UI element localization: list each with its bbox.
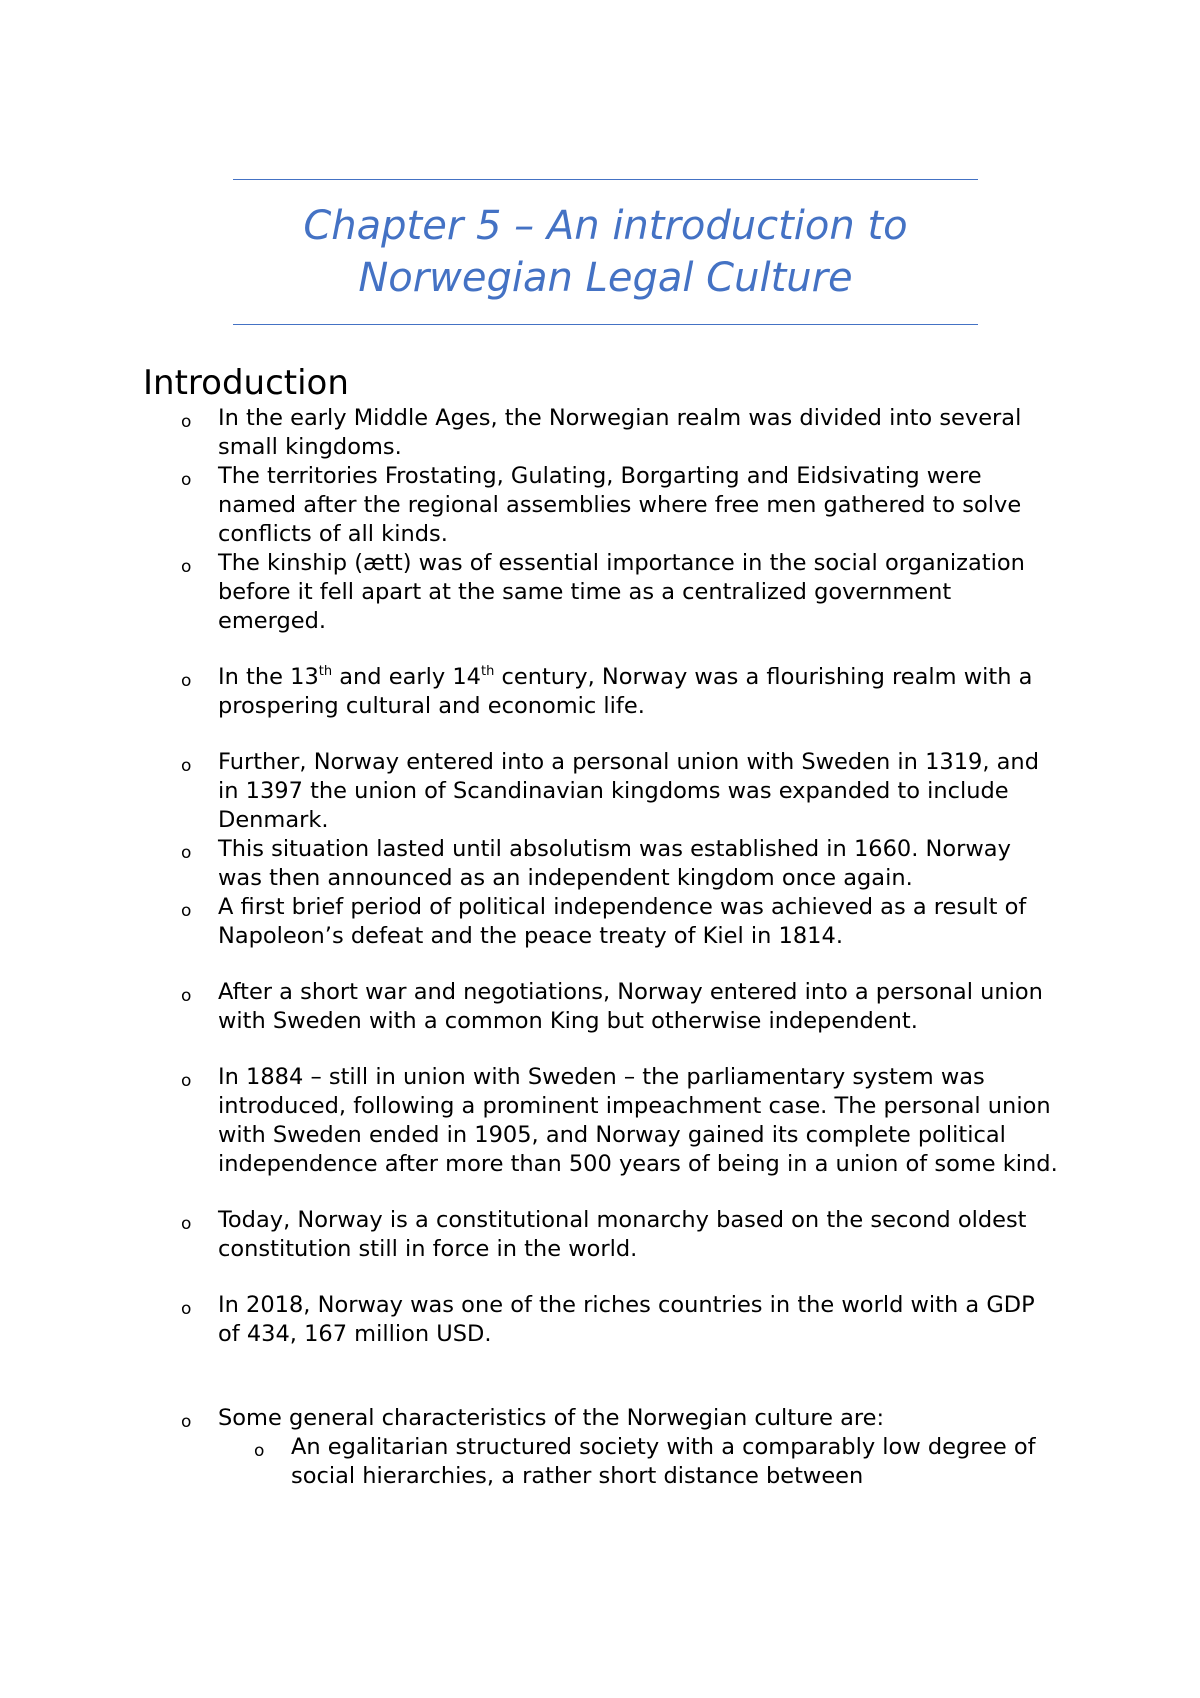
- bullet-marker: o: [181, 843, 192, 863]
- list-item-text: A first brief period of political independence was achieved as a result of Napoleon’s defeat and the peace treaty of Kiel in 1814.: [218, 894, 1027, 949]
- bullet-marker: o: [181, 986, 192, 1006]
- list-item-text: The territories Frostating, Gulating, Borgarting and Eidsivating were named after the regional assemblies where free men gathered to solve conflicts of all kinds.: [218, 463, 1022, 547]
- list-item: [0, 462, 1200, 549]
- bullet-list: [0, 404, 1200, 1491]
- bullet-marker: o: [181, 470, 192, 490]
- bullet-marker: o: [181, 1299, 192, 1319]
- list-item-text: Today, Norway is a constitutional monarchy based on the second oldest constitution still in force in the world.: [218, 1207, 1027, 1262]
- list-item: [0, 1063, 1200, 1179]
- section-heading: Introduction: [143, 363, 349, 403]
- chapter-title-line-2: Norwegian Legal Culture: [358, 255, 853, 301]
- chapter-title: [233, 200, 978, 304]
- title-bottom-rule: [233, 324, 978, 325]
- list-item: [0, 663, 1200, 721]
- text-part: and early 14: [332, 664, 481, 690]
- list-item-text: The kinship (ætt) was of essential importance in the social organization before it fell apart at the same time as a centralized government emerged.: [218, 550, 1025, 634]
- sub-list-item: [0, 1433, 1200, 1491]
- bullet-marker: o: [181, 1071, 192, 1091]
- list-item: [0, 748, 1200, 835]
- list-item: [0, 1291, 1200, 1349]
- bullet-marker: o: [181, 756, 192, 776]
- ordinal-superscript: th: [318, 664, 333, 679]
- bullet-marker: o: [181, 412, 192, 432]
- list-item: [0, 1404, 1200, 1433]
- list-item-text: In the early Middle Ages, the Norwegian realm was divided into several small kingdoms.: [218, 405, 1022, 460]
- sub-list-item-text: An egalitarian structured society with a comparably low degree of social hierarchies, a rather short distance between: [291, 1434, 1036, 1489]
- list-item-text: In 2018, Norway was one of the riches countries in the world with a GDP of 434, 167 million USD.: [218, 1292, 1035, 1347]
- bullet-marker: o: [181, 901, 192, 921]
- list-item-text: Some general characteristics of the Norwegian culture are:: [218, 1405, 885, 1431]
- list-item-text: After a short war and negotiations, Norway entered into a personal union with Sweden with a common King but otherwise independent.: [218, 979, 1043, 1034]
- list-item-text: Further, Norway entered into a personal union with Sweden in 1319, and in 1397 the union of Scandinavian kingdoms was expanded to include Denmark.: [218, 749, 1039, 833]
- list-item: [0, 893, 1200, 951]
- list-item-text: This situation lasted until absolutism was established in 1660. Norway was then announced as an independent kingdom once again.: [218, 836, 1011, 891]
- bullet-marker: o: [254, 1441, 265, 1461]
- title-top-rule: [233, 179, 978, 180]
- list-item: [0, 835, 1200, 893]
- text-part: century, Norway was a flourishing realm with a prospering cultural and economic life.: [218, 664, 1033, 719]
- bullet-marker: o: [181, 1412, 192, 1432]
- list-item: [0, 1206, 1200, 1264]
- list-item-text: In 1884 – still in union with Sweden – the parliamentary system was introduced, following a prominent impeachment case. The personal union with Sweden ended in 1905, and Norway gained its complete political independence after more than 500 years of being in a union of some kind.: [218, 1064, 1058, 1177]
- list-item: [0, 404, 1200, 462]
- list-item: [0, 978, 1200, 1036]
- bullet-marker: o: [181, 1214, 192, 1234]
- ordinal-superscript: th: [480, 664, 495, 679]
- list-item-text: [218, 664, 1032, 719]
- bullet-marker: o: [181, 671, 192, 691]
- list-item: [0, 549, 1200, 636]
- text-part: In the 13: [218, 664, 319, 690]
- chapter-title-line-1: Chapter 5 – An introduction to: [303, 203, 908, 249]
- bullet-marker: o: [181, 557, 192, 577]
